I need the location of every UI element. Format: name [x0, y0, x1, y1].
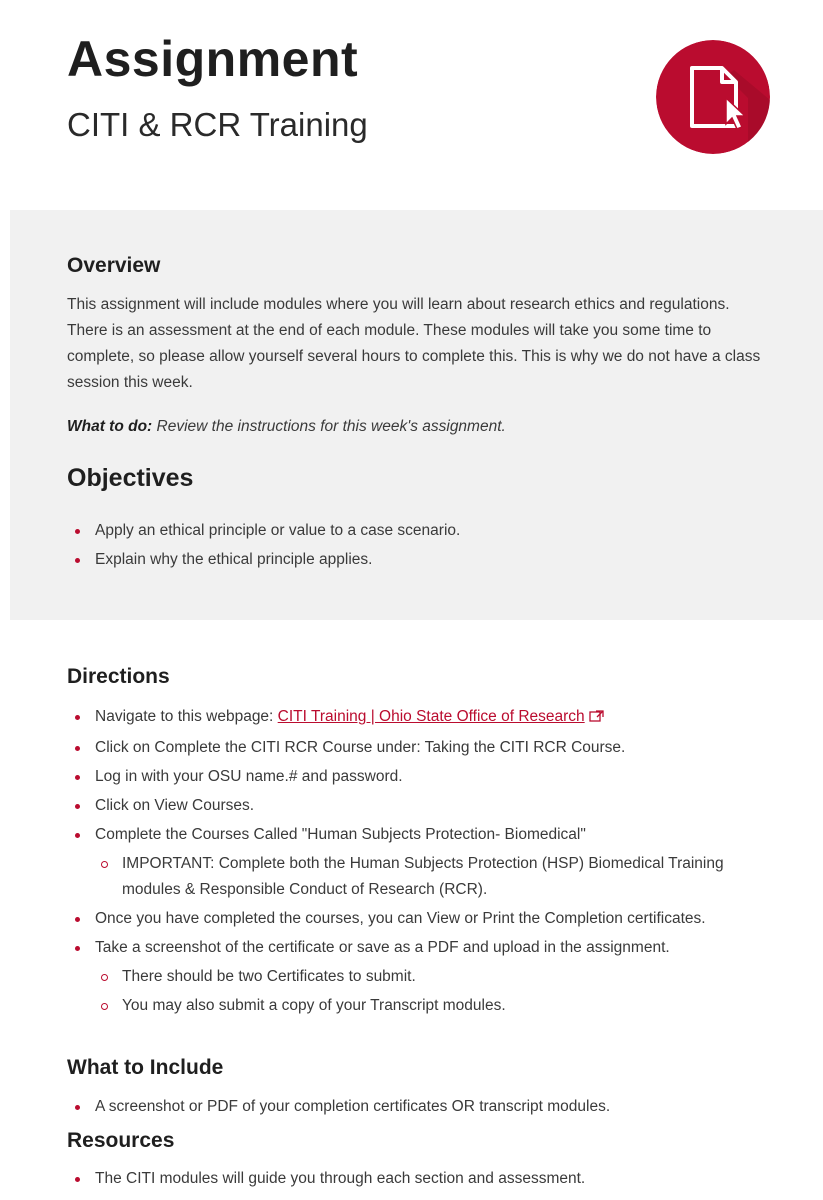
- what-to-do-text: Review the instructions for this week's assignment.: [156, 418, 506, 435]
- list-item: Click on Complete the CITI RCR Course under: Taking the CITI RCR Course.: [67, 735, 767, 761]
- sub-list-item: There should be two Certificates to submit.: [67, 964, 767, 990]
- sub-list-item: IMPORTANT: Complete both the Human Subjects Protection (HSP) Biomedical Training modules & Responsible Conduct of Research (RCR).: [67, 851, 767, 903]
- list-item: Take a screenshot of the certificate or save as a PDF and upload in the assignment.: [67, 935, 767, 961]
- list-item: [67, 704, 767, 732]
- what-to-include-heading: What to Include: [67, 1056, 224, 1079]
- list-item: Click on View Courses.: [67, 793, 767, 819]
- what-to-include-list: [67, 1094, 767, 1123]
- objectives-list: [67, 518, 767, 576]
- list-item: A screenshot or PDF of your completion certificates OR transcript modules.: [67, 1094, 767, 1120]
- what-to-do-label: What to do:: [67, 418, 153, 435]
- resources-heading: Resources: [67, 1129, 175, 1152]
- objectives-heading: Objectives: [67, 464, 194, 492]
- external-link-icon: [589, 706, 605, 732]
- directions-list: [67, 704, 767, 1022]
- list-item: Once you have completed the courses, you can View or Print the Completion certificates.: [67, 906, 767, 932]
- directions-heading: Directions: [67, 665, 170, 688]
- nav-prefix: Navigate to this webpage:: [95, 708, 278, 725]
- page-title: Assignment: [67, 31, 359, 87]
- list-item: The CITI modules will guide you through each section and assessment.: [67, 1166, 767, 1192]
- document-cursor-icon: [656, 40, 770, 154]
- list-item: Log in with your OSU name.# and password.: [67, 764, 767, 790]
- citi-training-link[interactable]: CITI Training | Ohio State Office of Research: [277, 708, 585, 725]
- what-to-do: [67, 418, 506, 436]
- overview-heading: Overview: [67, 254, 161, 277]
- page-subtitle: CITI & RCR Training: [67, 106, 368, 143]
- list-item: Complete the Courses Called "Human Subjects Protection- Biomedical": [67, 822, 767, 848]
- sub-list-item: You may also submit a copy of your Transcript modules.: [67, 993, 767, 1019]
- overview-text: This assignment will include modules where you will learn about research ethics and regulations. There is an assessment at the end of each module. These modules will take you some time to complete, so please allow yourself several hours to complete this. This is why we do not have a class session this week.: [67, 296, 761, 391]
- resources-list: [67, 1166, 767, 1195]
- list-item: Explain why the ethical principle applies.: [67, 547, 767, 573]
- list-item: Apply an ethical principle or value to a case scenario.: [67, 518, 767, 544]
- page-header: [0, 0, 823, 200]
